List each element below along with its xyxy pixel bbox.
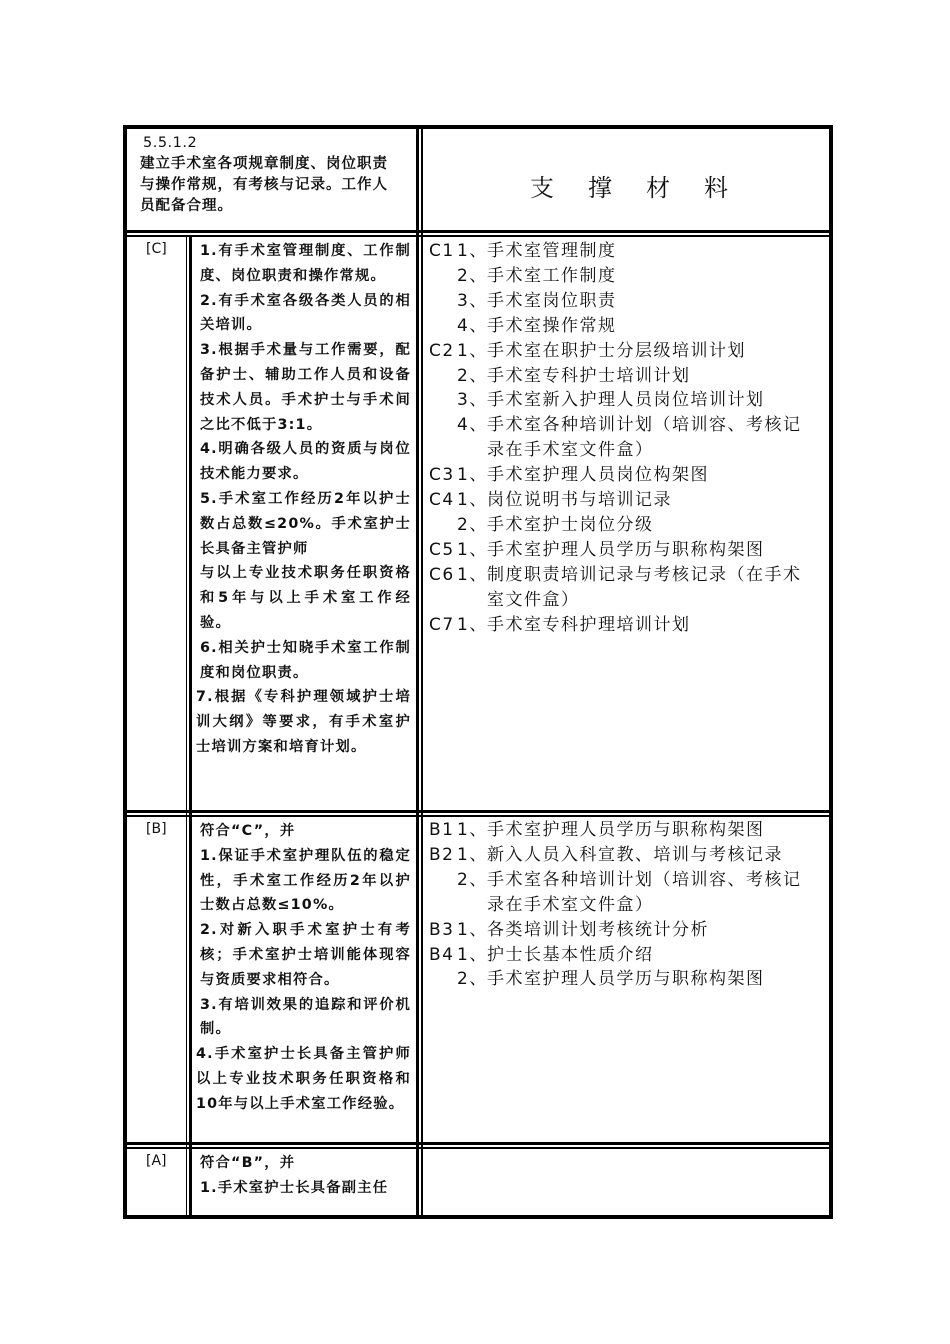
materials-b [429,818,827,992]
requirement-item: 2.对新入职手术室护士有考核；手术室护士培训能体现容与资质要求相符合。 [200,922,411,988]
requirement-item: 1.保证手术室护理队伍的稳定性，手术室工作经历2年以护士数占总数≤10%。 [200,847,411,914]
material-line: C7 1、手术室专科护理培训计划 [429,614,691,635]
divider-c-b [125,810,831,813]
material-line: C6 1、制度职责培训记录与考核记录（在手术 [429,564,802,585]
description-line: 与操作常规，有考核与记录。工作人 [140,177,388,193]
requirements-a [200,1151,411,1201]
requirement-item: 5.手术室工作经历2年以护士数占总数≤20%。手术室护士长具备主管护师 [200,490,411,557]
level-label-c: [C] [146,241,167,257]
divider-b-a-2 [125,1147,831,1149]
divider-level-bold [189,236,192,1217]
divider-main-left [416,127,419,1217]
level-label-a: [A] [146,1153,167,1169]
standard-description [140,154,416,217]
requirement-item: 3.根据手术量与工作需要，配备护士、辅助工作人员和设备技术人员。手术护士与手术间之比不低于3:1。 [200,342,411,433]
requirement-item: 1.有手术室管理制度、工作制度、岗位职责和操作常规。 [200,243,411,284]
material-line: C3 1、手术室护理人员岗位构架图 [429,465,709,486]
requirements-b [196,819,411,1117]
requirement-item: 符合“B”，并 [200,1155,296,1171]
material-line: C1 1、手术室管理制度 [429,241,617,261]
material-line: C2 1、手术室在职护士分层级培训计划 [429,340,746,361]
material-line-cont: 录在手术室文件盒） [487,440,654,461]
divider-level [186,236,187,1217]
divider-main-right [421,127,423,1217]
material-line: 3、手术室新入护理人员岗位培训计划 [457,390,765,411]
material-line-cont: 录在手术室文件盒） [487,894,654,915]
material-line: 2、手术室各种培训计划（培训容、考核记 [457,869,802,890]
requirement-item: 1.手术室护士长具备副主任 [200,1179,389,1196]
requirement-item: 4.明确各级人员的资质与岗位技术能力要求。 [200,441,411,483]
material-line: 4、手术室操作常规 [457,315,617,336]
material-line: B3 1、各类培训计划考核统计分析 [429,919,709,940]
requirement-item: 3.有培训效果的追踪和评价机制。 [200,996,411,1038]
divider-header [125,230,831,233]
requirement-item: 4.手术室护士长具备主管护师以上专业技术职务任职资格和10年与以上手术室工作经验。 [196,1046,411,1112]
material-line: B1 1、手术室护理人员学历与职称构架图 [429,820,765,840]
requirement-item: 2.有手术室各级各类人员的相关培训。 [200,292,411,334]
supporting-materials-heading: 支 撑 材 料 [530,174,728,202]
material-line: 3、手术室岗位职责 [457,290,617,311]
material-line: C4 1、岗位说明书与培训记录 [429,490,672,511]
material-line: 2、手术室护理人员学历与职称构架图 [457,969,765,990]
material-line: B4 1、护士长基本性质介绍 [429,944,654,965]
material-line: C5 1、手术室护理人员学历与职称构架图 [429,539,765,560]
requirement-item: 7.根据《专科护理领域护士培训大纲》等要求，有手术室护士培训方案和培育计划。 [196,689,411,755]
divider-b-a [125,1142,831,1145]
material-line: 2、手术室专科护士培训计划 [457,365,691,386]
material-line-cont: 室文件盒） [487,589,580,610]
divider-c-b-2 [125,815,831,817]
requirement-item: 与以上专业技术职务任职资格和5年与以上手术室工作经验。 [200,565,411,631]
description-line: 员配备合理。 [140,198,233,214]
level-label-b: [B] [146,821,167,837]
materials-c [429,239,827,638]
requirement-item: 6.相关护士知晓手术室工作制度和岗位职责。 [200,639,411,681]
requirements-c [196,239,411,760]
material-line: B2 1、新入人员入科宣教、培训与考核记录 [429,844,783,865]
divider-header-2 [125,235,831,237]
material-line: 4、手术室各种培训计划（培训容、考核记 [457,415,802,436]
requirement-item: 符合“C”，并 [200,823,296,839]
description-line: 建立手术室各项规章制度、岗位职责 [140,156,388,172]
material-line: 2、手术室工作制度 [457,265,617,286]
standard-code: 5.5.1.2 [143,135,198,151]
header-left-cell [140,133,416,229]
material-line: 2、手术室护士岗位分级 [457,514,654,535]
